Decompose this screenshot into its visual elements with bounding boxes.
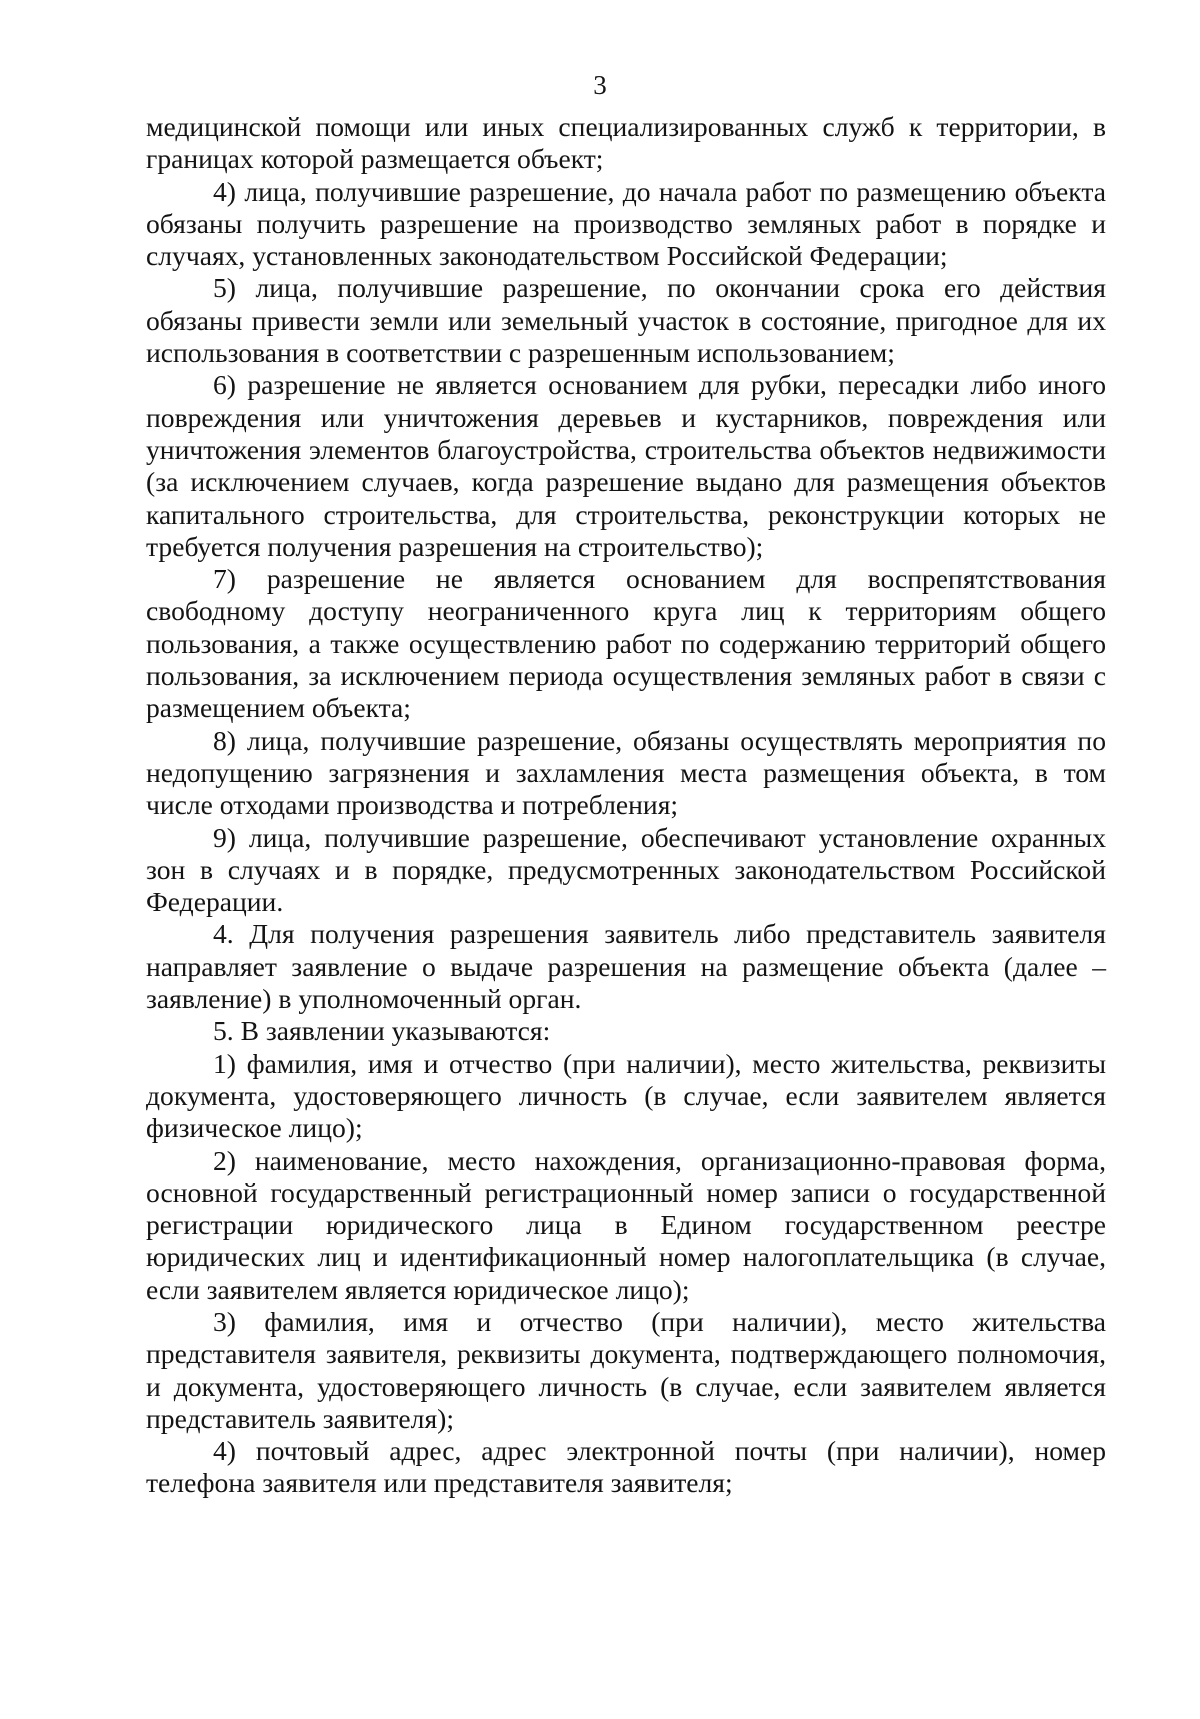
paragraph-section-5: 5. В заявлении указываются: bbox=[213, 1015, 551, 1047]
paragraph-item-9: 9) лица, получившие разрешение, обеспечивают установление охранных зон в случаях и в порядке, предусмотренных законодательством Российской Федерации. bbox=[146, 821, 1106, 918]
paragraph-sub-item-3: 3) фамилия, имя и отчество (при наличии), место жительства представителя заявителя, реквизиты документа, подтверждающего полномочия, и документа, удостоверяющего личность (в случае, если заявителем является представитель заявителя); bbox=[146, 1305, 1106, 1434]
paragraph-item-5: 5) лица, получившие разрешение, по окончании срока его действия обязаны привести земли или земельный участок в состояние, пригодное для их использования в соответствии с разрешенным использованием; bbox=[146, 272, 1106, 369]
paragraph-item-6: 6) разрешение не является основанием для рубки, пересадки либо иного повреждения или уничтожения деревьев и кустарников, повреждения или уничтожения элементов благоустройства, строительства объектов недвижимости (за исключением случаев, когда разрешение выдано для размещения объектов капитального строительства, для строительства, реконструкции которых не требуется получения разрешения на строительство); bbox=[146, 369, 1106, 562]
paragraph-sub-item-2: 2) наименование, место нахождения, организационно-правовая форма, основной государственный регистрационный номер записи о государственной регистрации юридического лица в Едином государственном реестре юридических лиц и идентификационный номер налогоплательщика (в случае, если заявителем является юридическое лицо); bbox=[146, 1144, 1106, 1305]
paragraph-section-4: 4. Для получения разрешения заявитель либо представитель заявителя направляет заявление о выдаче разрешения на размещение объекта (далее – заявление) в уполномоченный орган. bbox=[146, 918, 1106, 1015]
page-number: 3 bbox=[593, 70, 607, 100]
paragraph-sub-item-1: 1) фамилия, имя и отчество (при наличии), место жительства, реквизиты документа, удостоверяющего личность (в случае, если заявителем является физическое лицо); bbox=[146, 1047, 1106, 1144]
paragraph-item-4: 4) лица, получившие разрешение, до начала работ по размещению объекта обязаны получить разрешение на производство земляных работ в порядке и случаях, установленных законодательством Российской Федерации; bbox=[146, 175, 1106, 272]
paragraph-item-7: 7) разрешение не является основанием для воспрепятствования свободному доступу неограниченного круга лиц к территориям общего пользования, а также осуществлению работ по содержанию территорий общего пользования, за исключением периода осуществления земляных работ в связи с размещением объекта; bbox=[146, 563, 1106, 724]
document-body bbox=[146, 111, 1106, 1500]
paragraph-continuation: медицинской помощи или иных специализированных служб к территории, в границах которой размещается объект; bbox=[146, 111, 1106, 175]
paragraph-sub-item-4: 4) почтовый адрес, адрес электронной почты (при наличии), номер телефона заявителя или представителя заявителя; bbox=[146, 1435, 1106, 1499]
paragraph-item-8: 8) лица, получившие разрешение, обязаны осуществлять мероприятия по недопущению загрязнения и захламления места размещения объекта, в том числе отходами производства и потребления; bbox=[146, 724, 1106, 821]
